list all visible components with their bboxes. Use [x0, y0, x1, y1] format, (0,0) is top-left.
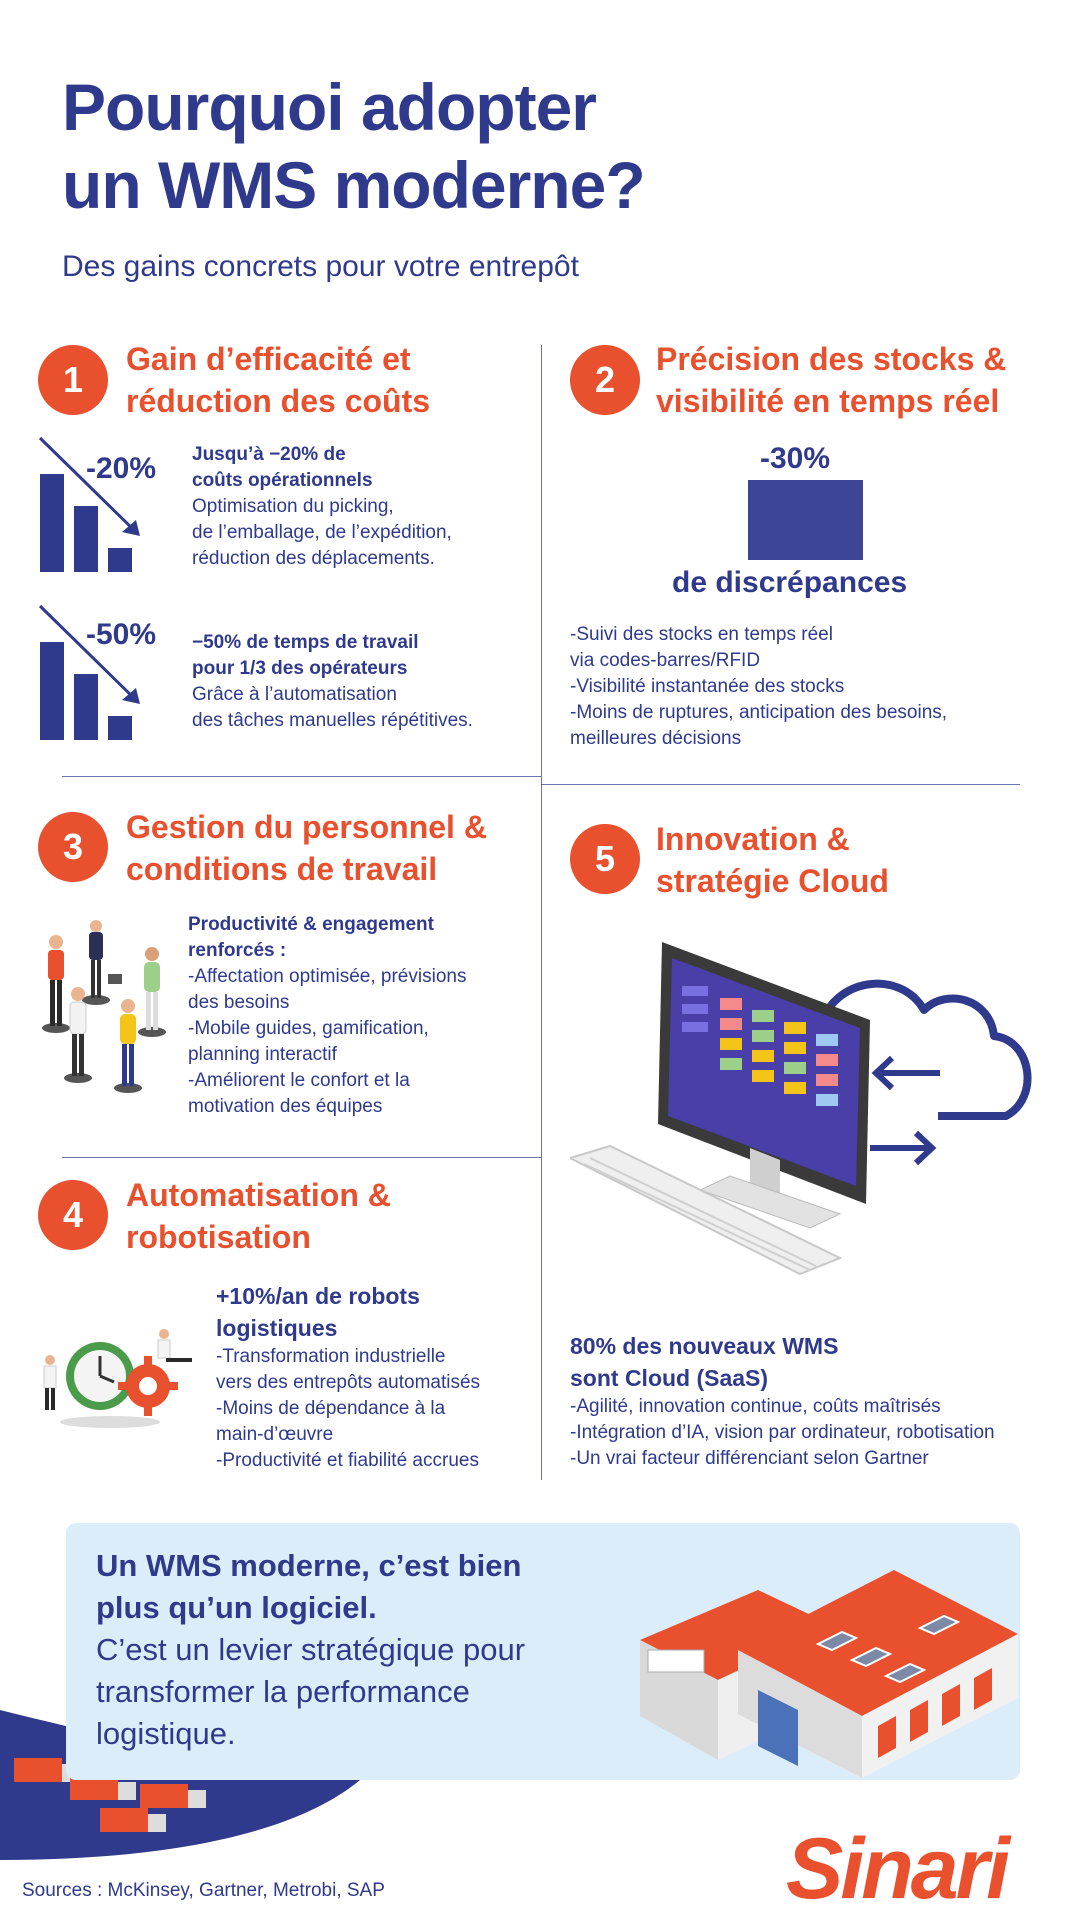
discrepancy-percent: -30%: [760, 442, 831, 475]
divider-left-2: [62, 1157, 541, 1158]
title-line-2: un WMS moderne?: [62, 148, 645, 222]
team-people-illustration: [34, 918, 184, 1098]
warehouse-illustration: [638, 1530, 1028, 1780]
page-subtitle: Des gains concrets pour votre entrepôt: [62, 250, 579, 283]
title-line-1: Pourquoi adopter: [62, 70, 596, 144]
divider-left-1: [62, 776, 541, 777]
callout-headline: Un WMS moderne, c’est bien plus qu’un logiciel.: [96, 1548, 522, 1625]
section-2-title: Précision des stocks & visibilité en temps réel: [656, 341, 1007, 419]
section-3-title: Gestion du personnel & conditions de travail: [126, 809, 487, 887]
stat-1-percent: -20%: [86, 452, 157, 485]
section-4-title: Automatisation & robotisation: [126, 1177, 391, 1255]
section-2-text: -Suivi des stocks en temps réel via codes-barres/RFID -Visibilité instantanée des stocks -Moins de ruptures, anticipation des besoins, meilleures décisions: [570, 624, 948, 749]
stat-2-text: −50% de temps de travail pour 1/3 des opérateurs Grâce à l’automatisation des tâches manuelles répétitives.: [192, 632, 473, 731]
section-1-number: 1: [38, 345, 108, 415]
automation-gears-illustration: [36, 1322, 200, 1432]
section-3-number: 3: [38, 812, 108, 882]
vertical-divider: [541, 345, 542, 1480]
divider-right-1: [541, 784, 1020, 785]
stat-1-text: Jusqu’à −20% de coûts opérationnels Optimisation du picking, de l’emballage, de l’expédition, réduction des déplacements.: [192, 444, 452, 569]
section-2-number: 2: [570, 345, 640, 415]
page-title: [62, 68, 645, 224]
section-5-text: 80% des nouveaux WMS sont Cloud (SaaS) -Agilité, innovation continue, coûts maîtrisés -Intégration d’IA, vision par ordinateur, robotisation -Un vrai facteur différenciant selon Gartner: [570, 1333, 995, 1469]
sources-text: Sources : McKinsey, Gartner, Metrobi, SAP: [22, 1880, 385, 1901]
discrepancy-bar: [748, 480, 863, 560]
callout-text: C’est un levier stratégique pour transformer la performance logistique.: [96, 1632, 526, 1751]
section-3-text: Productivité & engagement renforcés : -Affectation optimisée, prévisions des besoins -Mobile guides, gamification, planning interactif -Améliorent le confort et la motivation des équipes: [188, 914, 467, 1117]
sinari-logo: Sinari: [786, 1821, 1007, 1917]
section-4-text: +10%/an de robots logistiques -Transformation industrielle vers des entrepôts automatisés -Moins de dépendance à la main-d’œuvre -Productivité et fiabilité accrues: [216, 1283, 481, 1471]
section-4-number: 4: [38, 1180, 108, 1250]
section-1-title: Gain d’efficacité et réduction des coûts: [126, 341, 431, 419]
stat-2-percent: -50%: [86, 618, 157, 651]
computer-cloud-illustration: [570, 928, 1050, 1308]
section-5-title: Innovation & stratégie Cloud: [656, 821, 889, 899]
section-5-number: 5: [570, 824, 640, 894]
discrepancy-label: de discrépances: [672, 566, 908, 599]
